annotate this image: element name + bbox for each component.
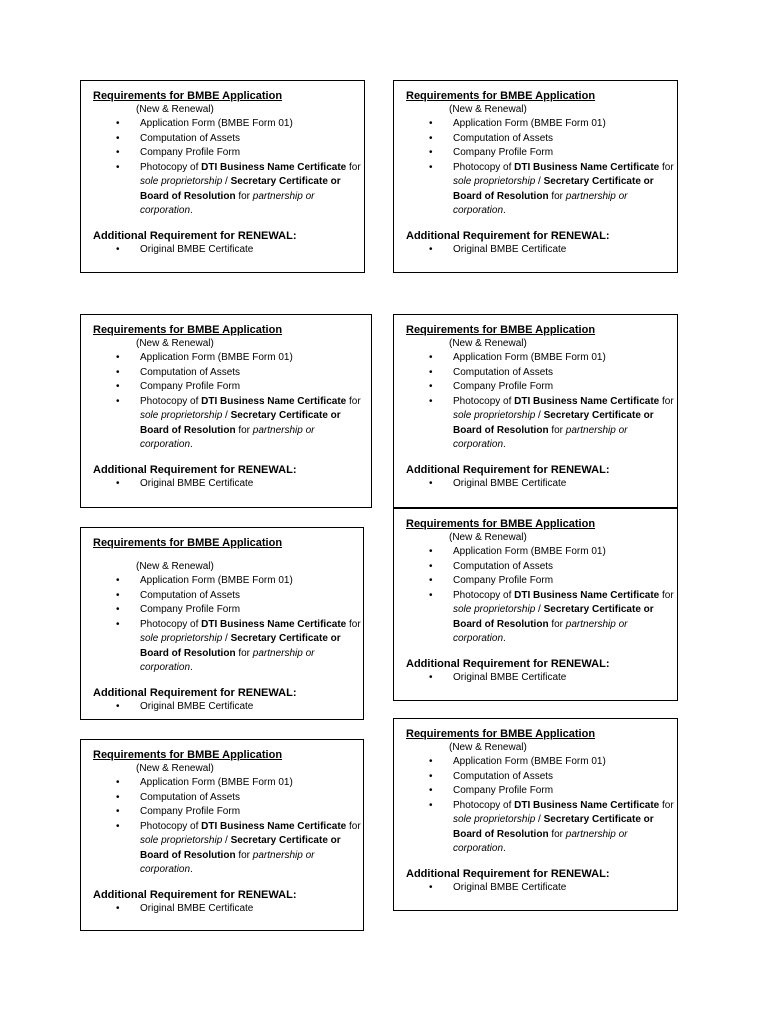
card-title: Requirements for BMBE Application xyxy=(93,749,283,761)
for-text-2: for xyxy=(548,618,566,630)
slash-text: / xyxy=(535,410,544,421)
secretary-certificate-text: Secretary Certificate or Board of Resolution xyxy=(453,604,654,630)
requirement-item: • Computation of Assets xyxy=(93,791,366,806)
additional-requirement-item: • Original BMBE Certificate xyxy=(406,477,679,492)
dti-certificate-text: DTI Business Name Certificate xyxy=(514,589,660,601)
card-subtitle: (New & Renewal) xyxy=(136,338,214,349)
requirement-item: • Computation of Assets xyxy=(406,770,679,785)
requirements-list xyxy=(93,351,371,453)
additional-requirements-list xyxy=(406,881,677,896)
card-title: Requirements for BMBE Application xyxy=(406,324,596,336)
partnership-corporation-text: partnership or corporation xyxy=(140,647,315,673)
for-text: for xyxy=(659,589,674,601)
partnership-corporation-text: partnership or corporation xyxy=(140,849,315,875)
additional-requirements-list xyxy=(93,902,363,917)
requirement-item: • Company Profile Form xyxy=(93,146,366,161)
card-subtitle: (New & Renewal) xyxy=(136,561,214,572)
photocopy-lead: Photocopy of xyxy=(140,820,202,832)
slash-text: / xyxy=(222,835,231,846)
for-text: for xyxy=(346,820,361,832)
sole-proprietorship-text: sole proprietorship xyxy=(453,176,536,187)
for-text-2: for xyxy=(548,424,566,436)
slash-text: / xyxy=(535,176,544,187)
card-subtitle: (New & Renewal) xyxy=(449,742,527,753)
period-text: . xyxy=(190,205,193,216)
card-title: Requirements for BMBE Application xyxy=(93,324,283,336)
requirement-item-photocopy xyxy=(93,820,366,878)
photocopy-lead: Photocopy of xyxy=(453,589,515,601)
additional-requirements-list xyxy=(93,243,364,258)
additional-requirement-item: • Original BMBE Certificate xyxy=(93,902,366,917)
sole-proprietorship-text: sole proprietorship xyxy=(453,410,536,421)
for-text: for xyxy=(659,161,674,173)
requirements-card-7 xyxy=(80,739,364,931)
partnership-corporation-text: partnership or corporation xyxy=(140,190,315,216)
for-text-2: for xyxy=(548,828,566,840)
for-text: for xyxy=(346,161,361,173)
secretary-certificate-text: Secretary Certificate or Board of Resolution xyxy=(140,410,341,436)
for-text-2: for xyxy=(235,190,253,202)
photocopy-lead: Photocopy of xyxy=(453,161,515,173)
requirements-list xyxy=(93,574,363,676)
requirement-item: • Computation of Assets xyxy=(93,132,366,147)
partnership-corporation-text: partnership or corporation xyxy=(453,828,628,854)
period-text: . xyxy=(190,662,193,673)
slash-text: / xyxy=(222,176,231,187)
sole-proprietorship-text: sole proprietorship xyxy=(140,410,223,421)
sole-proprietorship-text: sole proprietorship xyxy=(453,604,536,615)
requirement-item: • Computation of Assets xyxy=(406,366,679,381)
photocopy-lead: Photocopy of xyxy=(140,161,202,173)
card-subtitle: (New & Renewal) xyxy=(449,104,527,115)
additional-requirements-list xyxy=(406,243,677,258)
for-text: for xyxy=(659,799,674,811)
card-subtitle: (New & Renewal) xyxy=(449,532,527,543)
requirement-item: • Company Profile Form xyxy=(406,784,679,799)
requirement-item: • Company Profile Form xyxy=(93,380,366,395)
additional-requirement-item: • Original BMBE Certificate xyxy=(93,700,366,715)
requirement-item-photocopy xyxy=(406,395,679,453)
dti-certificate-text: DTI Business Name Certificate xyxy=(514,799,660,811)
period-text: . xyxy=(503,205,506,216)
requirement-item-photocopy xyxy=(406,589,679,647)
additional-requirement-heading: Additional Requirement for RENEWAL: xyxy=(406,229,610,242)
secretary-certificate-text: Secretary Certificate or Board of Resolution xyxy=(453,176,654,202)
additional-requirement-heading: Additional Requirement for RENEWAL: xyxy=(93,888,297,901)
requirement-item: • Computation of Assets xyxy=(406,560,679,575)
requirement-item: • Application Form (BMBE Form 01) xyxy=(406,545,679,560)
card-subtitle: (New & Renewal) xyxy=(136,763,214,774)
sole-proprietorship-text: sole proprietorship xyxy=(453,814,536,825)
slash-text: / xyxy=(222,633,231,644)
additional-requirement-heading: Additional Requirement for RENEWAL: xyxy=(93,686,297,699)
card-title: Requirements for BMBE Application xyxy=(406,728,596,740)
secretary-certificate-text: Secretary Certificate or Board of Resolution xyxy=(453,410,654,436)
partnership-corporation-text: partnership or corporation xyxy=(453,618,628,644)
requirements-card-3 xyxy=(80,314,372,508)
dti-certificate-text: DTI Business Name Certificate xyxy=(201,618,347,630)
sole-proprietorship-text: sole proprietorship xyxy=(140,176,223,187)
requirements-list xyxy=(406,351,677,453)
partnership-corporation-text: partnership or corporation xyxy=(453,424,628,450)
card-subtitle: (New & Renewal) xyxy=(449,338,527,349)
additional-requirement-heading: Additional Requirement for RENEWAL: xyxy=(406,463,610,476)
requirements-list xyxy=(406,117,677,219)
requirement-item: • Application Form (BMBE Form 01) xyxy=(93,117,366,132)
additional-requirement-item: • Original BMBE Certificate xyxy=(406,881,679,896)
requirement-item: • Application Form (BMBE Form 01) xyxy=(406,755,679,770)
dti-certificate-text: DTI Business Name Certificate xyxy=(201,820,347,832)
slash-text: / xyxy=(222,410,231,421)
sole-proprietorship-text: sole proprietorship xyxy=(140,835,223,846)
period-text: . xyxy=(503,633,506,644)
additional-requirement-heading: Additional Requirement for RENEWAL: xyxy=(406,657,610,670)
slash-text: / xyxy=(535,814,544,825)
requirement-item: • Application Form (BMBE Form 01) xyxy=(406,117,679,132)
for-text-2: for xyxy=(235,647,253,659)
photocopy-lead: Photocopy of xyxy=(453,799,515,811)
requirements-card-6 xyxy=(393,508,678,701)
requirement-item-photocopy xyxy=(406,161,679,219)
card-subtitle: (New & Renewal) xyxy=(136,104,214,115)
requirements-card-1 xyxy=(80,80,365,273)
requirement-item: • Computation of Assets xyxy=(93,589,366,604)
additional-requirement-heading: Additional Requirement for RENEWAL: xyxy=(93,463,297,476)
additional-requirement-item: • Original BMBE Certificate xyxy=(406,671,679,686)
period-text: . xyxy=(503,439,506,450)
additional-requirements-list xyxy=(406,477,677,492)
for-text: for xyxy=(346,618,361,630)
requirements-card-4 xyxy=(393,314,678,508)
for-text: for xyxy=(346,395,361,407)
requirement-item: • Company Profile Form xyxy=(93,603,366,618)
requirement-item: • Company Profile Form xyxy=(406,146,679,161)
additional-requirement-heading: Additional Requirement for RENEWAL: xyxy=(93,229,297,242)
requirements-list xyxy=(406,545,677,647)
requirements-list xyxy=(406,755,677,857)
period-text: . xyxy=(190,439,193,450)
photocopy-lead: Photocopy of xyxy=(140,395,202,407)
requirements-card-2 xyxy=(393,80,678,273)
additional-requirements-list xyxy=(406,671,677,686)
card-title: Requirements for BMBE Application xyxy=(406,90,596,102)
photocopy-lead: Photocopy of xyxy=(140,618,202,630)
dti-certificate-text: DTI Business Name Certificate xyxy=(201,395,347,407)
requirement-item: • Application Form (BMBE Form 01) xyxy=(93,351,366,366)
additional-requirements-list xyxy=(93,700,363,715)
requirements-list xyxy=(93,776,363,878)
requirement-item-photocopy xyxy=(93,161,366,219)
additional-requirement-item: • Original BMBE Certificate xyxy=(93,243,366,258)
card-title: Requirements for BMBE Application xyxy=(406,518,596,530)
secretary-certificate-text: Secretary Certificate or Board of Resolution xyxy=(140,835,341,861)
requirement-item: • Application Form (BMBE Form 01) xyxy=(93,776,366,791)
sole-proprietorship-text: sole proprietorship xyxy=(140,633,223,644)
requirement-item: • Computation of Assets xyxy=(93,366,366,381)
additional-requirement-heading: Additional Requirement for RENEWAL: xyxy=(406,867,610,880)
requirement-item-photocopy xyxy=(406,799,679,857)
requirement-item-photocopy xyxy=(93,395,366,453)
for-text-2: for xyxy=(548,190,566,202)
for-text-2: for xyxy=(235,424,253,436)
requirement-item: • Company Profile Form xyxy=(406,380,679,395)
period-text: . xyxy=(503,843,506,854)
partnership-corporation-text: partnership or corporation xyxy=(140,424,315,450)
dti-certificate-text: DTI Business Name Certificate xyxy=(514,161,660,173)
card-title: Requirements for BMBE Application xyxy=(93,537,283,549)
requirement-item: • Company Profile Form xyxy=(93,805,366,820)
photocopy-lead: Photocopy of xyxy=(453,395,515,407)
for-text: for xyxy=(659,395,674,407)
secretary-certificate-text: Secretary Certificate or Board of Resolution xyxy=(140,633,341,659)
requirement-item: • Company Profile Form xyxy=(406,574,679,589)
dti-certificate-text: DTI Business Name Certificate xyxy=(201,161,347,173)
additional-requirements-list xyxy=(93,477,371,492)
requirement-item: • Application Form (BMBE Form 01) xyxy=(93,574,366,589)
slash-text: / xyxy=(535,604,544,615)
for-text-2: for xyxy=(235,849,253,861)
additional-requirement-item: • Original BMBE Certificate xyxy=(93,477,366,492)
requirement-item-photocopy xyxy=(93,618,366,676)
additional-requirement-item: • Original BMBE Certificate xyxy=(406,243,679,258)
requirement-item: • Computation of Assets xyxy=(406,132,679,147)
partnership-corporation-text: partnership or corporation xyxy=(453,190,628,216)
requirements-card-8 xyxy=(393,718,678,911)
dti-certificate-text: DTI Business Name Certificate xyxy=(514,395,660,407)
card-title: Requirements for BMBE Application xyxy=(93,90,283,102)
secretary-certificate-text: Secretary Certificate or Board of Resolution xyxy=(140,176,341,202)
requirement-item: • Application Form (BMBE Form 01) xyxy=(406,351,679,366)
requirements-list xyxy=(93,117,364,219)
period-text: . xyxy=(190,864,193,875)
secretary-certificate-text: Secretary Certificate or Board of Resolution xyxy=(453,814,654,840)
requirements-card-5 xyxy=(80,527,364,720)
